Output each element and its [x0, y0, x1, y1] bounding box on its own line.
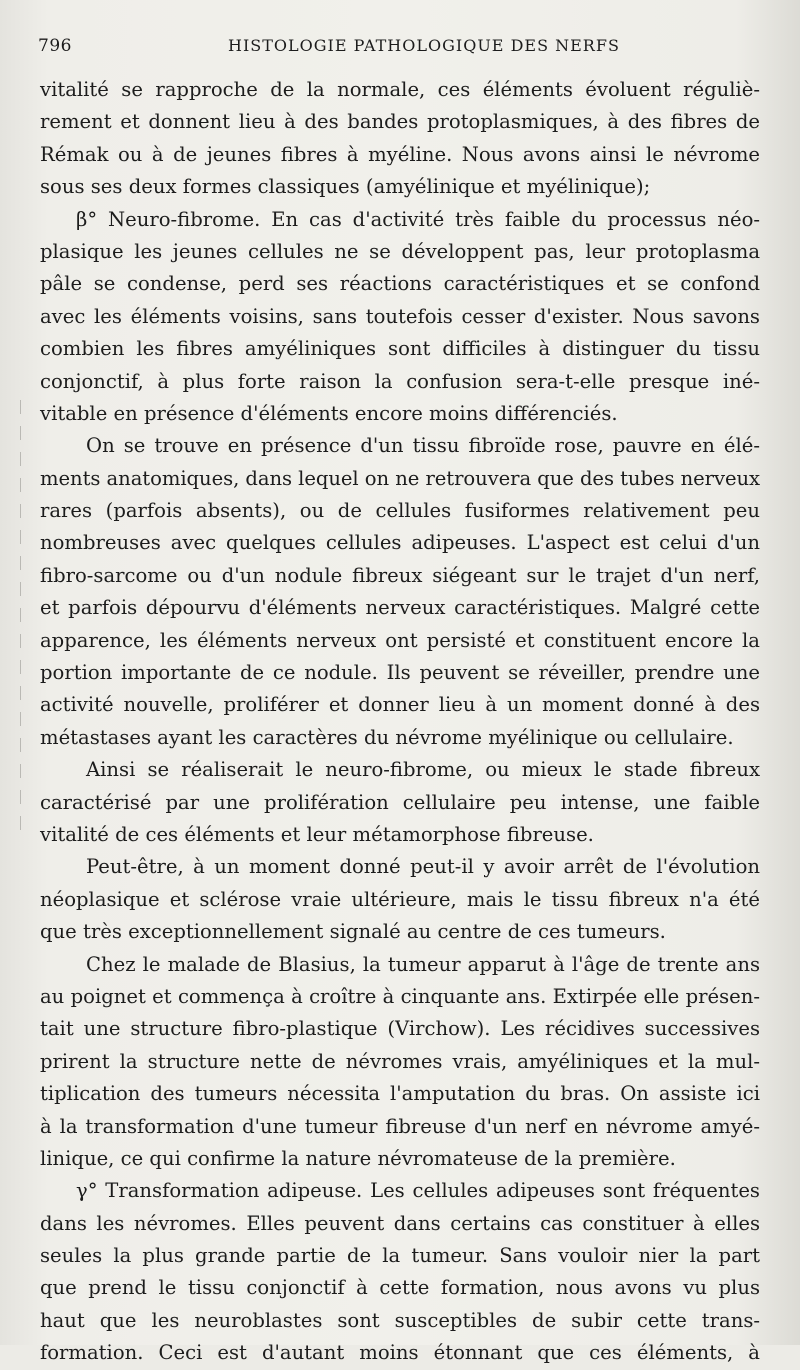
text-line: caractérisé par une prolifération cellulaire peu intense, une faible — [40, 790, 760, 814]
text-line: combien les fibres amyéliniques sont difficiles à distinguer du tissu — [40, 337, 760, 361]
text-line: prirent la structure nette de névromes vrais, amyéliniques et la mul- — [40, 1049, 760, 1073]
paragraph-start-line: Chez le malade de Blasius, la tumeur apparut à l'âge de trente ans — [86, 952, 760, 976]
text-line: sous ses deux formes classiques (amyélinique et myélinique); — [40, 175, 651, 199]
text-line: dans les névromes. Elles peuvent dans certains cas constituer à elles — [40, 1211, 760, 1235]
page-header — [38, 34, 758, 62]
text-line: à la transformation d'une tumeur fibreuse d'un nerf en névrome amyé- — [40, 1114, 760, 1138]
text-line: haut que les neuroblastes sont susceptibles de subir cette trans- — [40, 1308, 760, 1332]
text-line: vitalité se rapproche de la normale, ces éléments évoluent réguliè- — [40, 78, 760, 101]
text-line: avec les éléments voisins, sans toutefois cesser d'exister. Nous savons — [40, 304, 760, 328]
text-line: rares (parfois absents), ou de cellules fusiformes relativement peu — [40, 499, 760, 523]
text-line: que très exceptionnellement signalé au centre de ces tumeurs. — [40, 920, 666, 944]
text-line: vitable en présence d'éléments encore moins différenciés. — [40, 401, 618, 425]
text-line: tait une structure fibro-plastique (Virchow). Les récidives successives — [40, 1017, 760, 1041]
text-line: Rémak ou à de jeunes fibres à myéline. Nous avons ainsi le névrome — [40, 142, 760, 166]
section-heading-line: γ° Transformation adipeuse. Les cellules adipeuses sont fréquentes — [76, 1179, 760, 1203]
page-number: 796 — [38, 36, 72, 56]
text-line: et parfois dépourvu d'éléments nerveux caractéristiques. Malgré cette — [40, 596, 760, 620]
text-line: linique, ce qui confirme la nature névromateuse de la première. — [40, 1146, 676, 1170]
text-line: que prend le tissu conjonctif à cette formation, nous avons vu plus — [40, 1276, 760, 1300]
text-line: tiplication des tumeurs nécessita l'amputation du bras. On assiste ici — [40, 1082, 760, 1106]
running-head: HISTOLOGIE PATHOLOGIQUE DES NERFS — [228, 36, 620, 55]
text-line: rement et donnent lieu à des bandes protoplasmiques, à des fibres de — [40, 110, 760, 134]
body-text — [40, 74, 760, 1370]
text-line: conjonctif, à plus forte raison la confusion sera-t-elle presque iné- — [40, 369, 760, 393]
text-line: au poignet et commença à croître à cinquante ans. Extirpée elle présen- — [40, 984, 760, 1008]
section-heading-line: β° Neuro-fibrome. En cas d'activité très faible du processus néo- — [76, 207, 760, 231]
paragraph-start-line: On se trouve en présence d'un tissu fibroïde rose, pauvre en élé- — [86, 434, 760, 458]
text-line: nombreuses avec quelques cellules adipeuses. L'aspect est celui d'un — [40, 531, 760, 555]
text-line: vitalité de ces éléments et leur métamorphose fibreuse. — [40, 822, 594, 846]
text-line: métastases ayant les caractères du névrome myélinique ou cellulaire. — [40, 725, 734, 749]
text-line: néoplasique et sclérose vraie ultérieure, mais le tissu fibreux n'a été — [40, 887, 760, 911]
text-line: activité nouvelle, proliférer et donner lieu à un moment donné à des — [40, 693, 760, 717]
text-line: apparence, les éléments nerveux ont persisté et constituent encore la — [40, 628, 760, 652]
text-line: fibro-sarcome ou d'un nodule fibreux siégeant sur le trajet d'un nerf, — [40, 563, 760, 587]
text-line: plasique les jeunes cellules ne se développent pas, leur protoplasma — [40, 239, 760, 263]
text-line: pâle se condense, perd ses réactions caractéristiques et se confond — [40, 272, 760, 296]
text-line: seules la plus grande partie de la tumeur. Sans vouloir nier la part — [40, 1244, 760, 1268]
paragraph-start-line: Peut-être, à un moment donné peut-il y avoir arrêt de l'évolution — [86, 855, 760, 879]
text-line: formation. Ceci est d'autant moins étonnant que ces éléments, à — [40, 1341, 760, 1365]
text-line: ments anatomiques, dans lequel on ne retrouvera que des tubes nerveux — [40, 466, 761, 490]
text-line: portion importante de ce nodule. Ils peuvent se réveiller, prendre une — [40, 661, 760, 685]
page-gutter-mark — [20, 400, 21, 840]
paragraph-start-line: Ainsi se réaliserait le neuro-fibrome, ou mieux le stade fibreux — [86, 758, 760, 782]
